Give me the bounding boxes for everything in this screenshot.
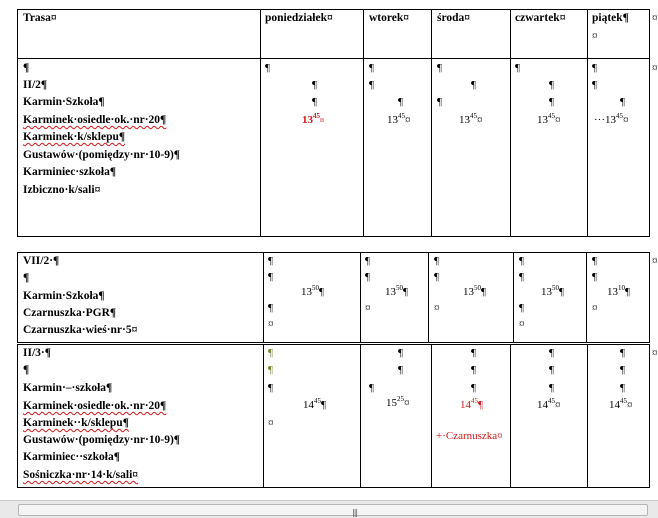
para-mark: ¶ bbox=[312, 96, 317, 108]
para-mark: ¶ bbox=[268, 382, 273, 394]
para-mark: ¶ bbox=[515, 62, 520, 74]
route-line: Gustawów·(pomiędzy·nr·10-9)¶ bbox=[23, 434, 180, 446]
route-line: Czarnuszka·wieś·nr·5¤ bbox=[23, 324, 138, 336]
time-wednesday: $14^{45}\P$ bbox=[460, 397, 483, 411]
para-mark: ¶ bbox=[434, 271, 439, 283]
route-line: Karmin·Szkoła¶ bbox=[23, 290, 105, 302]
time-tuesday: $13^{50}\P$ bbox=[385, 284, 408, 298]
header-thursday: czwartek¤ bbox=[515, 12, 566, 24]
para-mark: ¶ bbox=[398, 364, 403, 376]
scrollbar-thumb[interactable] bbox=[18, 504, 648, 516]
route-line: Karmin·–·szkoła¶ bbox=[23, 382, 113, 394]
para-mark: ¶ bbox=[365, 255, 370, 267]
para-mark: ¶ bbox=[620, 382, 625, 394]
cell-mark: ¤ bbox=[268, 417, 274, 429]
time-tuesday: $13^{45}¤$ bbox=[387, 112, 411, 126]
para-mark: ¶ bbox=[592, 271, 597, 283]
para-mark: ¶ bbox=[268, 271, 273, 283]
route-line: Karminiec··szkoła¶ bbox=[23, 451, 120, 463]
para-mark: ¶ bbox=[471, 382, 476, 394]
route-line: Sośniczka·nr·14·k/sali¤ bbox=[23, 469, 139, 481]
row-end-mark: ¤ bbox=[652, 62, 658, 74]
time-friday: $13^{10}\P$ bbox=[607, 284, 630, 298]
time-wednesday: $13^{50}\P$ bbox=[463, 284, 486, 298]
route-line: Karminek·osiedle·ok.·nr·20¶ bbox=[23, 400, 167, 412]
time-friday: $14^{45}¤$ bbox=[609, 397, 633, 411]
para-mark: ¶ bbox=[369, 382, 374, 394]
time-thursday: $13^{45}¤$ bbox=[537, 112, 561, 126]
para-mark: ¶ bbox=[471, 364, 476, 376]
para-mark: ¶ bbox=[519, 255, 524, 267]
time-thursday: $13^{50}\P$ bbox=[541, 284, 564, 298]
route-line: VII/2·¶ bbox=[23, 255, 60, 267]
para-mark: ¶ bbox=[398, 347, 403, 359]
route-line: ¶ bbox=[23, 272, 30, 284]
route-line: II/2¶ bbox=[23, 79, 48, 91]
time-friday: $\cdot\cdot\cdot 13^{45}¤$ bbox=[594, 112, 629, 126]
cell-mark: ¤ bbox=[365, 302, 371, 314]
para-mark: ¶ bbox=[268, 255, 273, 267]
row-end-mark: ¤ bbox=[652, 347, 658, 359]
header-wednesday: środa¤ bbox=[437, 12, 471, 24]
time-wednesday: $13^{45}¤$ bbox=[459, 112, 483, 126]
para-mark: ¶ bbox=[592, 62, 597, 74]
header-friday: piątek¶ bbox=[592, 12, 629, 24]
cell-mark: ¤ bbox=[268, 318, 274, 330]
para-mark: ¶ bbox=[549, 364, 554, 376]
para-mark: ¶ bbox=[437, 62, 442, 74]
header-route: Trasa¤ bbox=[23, 12, 57, 24]
header-friday-end: ¤ bbox=[592, 30, 598, 42]
para-mark: ¶ bbox=[620, 347, 625, 359]
para-mark: ¶ bbox=[620, 96, 625, 108]
para-mark: ¶ bbox=[369, 62, 374, 74]
para-mark: ¶ bbox=[549, 79, 554, 91]
route-line: II/3·¶ bbox=[23, 347, 51, 359]
route-line: Karminek··k/sklepu¶ bbox=[23, 417, 129, 429]
route-line: Karminiec·szkoła¶ bbox=[23, 166, 117, 178]
para-mark: ¶ bbox=[471, 79, 476, 91]
horizontal-scrollbar[interactable] bbox=[0, 500, 658, 518]
para-mark: ¶ bbox=[434, 255, 439, 267]
cell-mark: ¤ bbox=[519, 318, 525, 330]
route-line: Karminek·k/sklepu¶ bbox=[23, 131, 126, 143]
route-line: Karmin·Szkoła¶ bbox=[23, 96, 105, 108]
route-line: Czarnuszka·PGR¶ bbox=[23, 307, 117, 319]
para-mark: ¶ bbox=[365, 271, 370, 283]
route-line: ¶ bbox=[23, 62, 30, 74]
route-line: Izbiczno·k/sali¤ bbox=[23, 184, 101, 196]
para-mark: ¶ bbox=[549, 96, 554, 108]
time-tuesday: $15^{25}¤$ bbox=[386, 395, 410, 409]
route-line: ¶ bbox=[23, 364, 30, 376]
para-mark: ¶ bbox=[369, 79, 374, 91]
header-tuesday: wtorek¤ bbox=[369, 12, 410, 24]
scrollbar-grip-icon: ||| bbox=[352, 508, 358, 517]
time-thursday: $14^{45}¤$ bbox=[537, 397, 561, 411]
para-mark: ¶ bbox=[268, 347, 273, 359]
para-mark: ¶ bbox=[437, 96, 442, 108]
para-mark: ¶ bbox=[265, 62, 270, 74]
row-end-mark: ¤ bbox=[652, 255, 658, 267]
cell-mark: ¤ bbox=[434, 302, 440, 314]
time-monday: $14^{45}\P$ bbox=[303, 397, 326, 411]
para-mark: ¶ bbox=[398, 96, 403, 108]
para-mark: ¶ bbox=[592, 255, 597, 267]
para-mark: ¶ bbox=[620, 364, 625, 376]
row-end-mark: ¤ bbox=[652, 12, 658, 24]
para-mark: ¶ bbox=[312, 79, 317, 91]
route-line: Karminek·osiedle·ok.·nr·20¶ bbox=[23, 114, 167, 126]
sroda-extra-stop: +·Czarnuszka¤ bbox=[436, 430, 503, 442]
para-mark: ¶ bbox=[549, 347, 554, 359]
cell-mark: ¤ bbox=[592, 302, 598, 314]
para-mark: ¶ bbox=[268, 364, 273, 376]
header-monday: poniedziałek¤ bbox=[265, 12, 333, 24]
time-monday: $13^{50}\P$ bbox=[301, 284, 324, 298]
route-line: Gustawów·(pomiędzy·nr·10-9)¶ bbox=[23, 149, 180, 161]
para-mark: ¶ bbox=[549, 382, 554, 394]
para-mark: ¶ bbox=[519, 302, 524, 314]
para-mark: ¶ bbox=[592, 79, 597, 91]
time-monday: $13^{45}¤$ bbox=[302, 112, 324, 126]
para-mark: ¶ bbox=[268, 302, 273, 314]
para-mark: ¶ bbox=[471, 347, 476, 359]
para-mark: ¶ bbox=[519, 271, 524, 283]
